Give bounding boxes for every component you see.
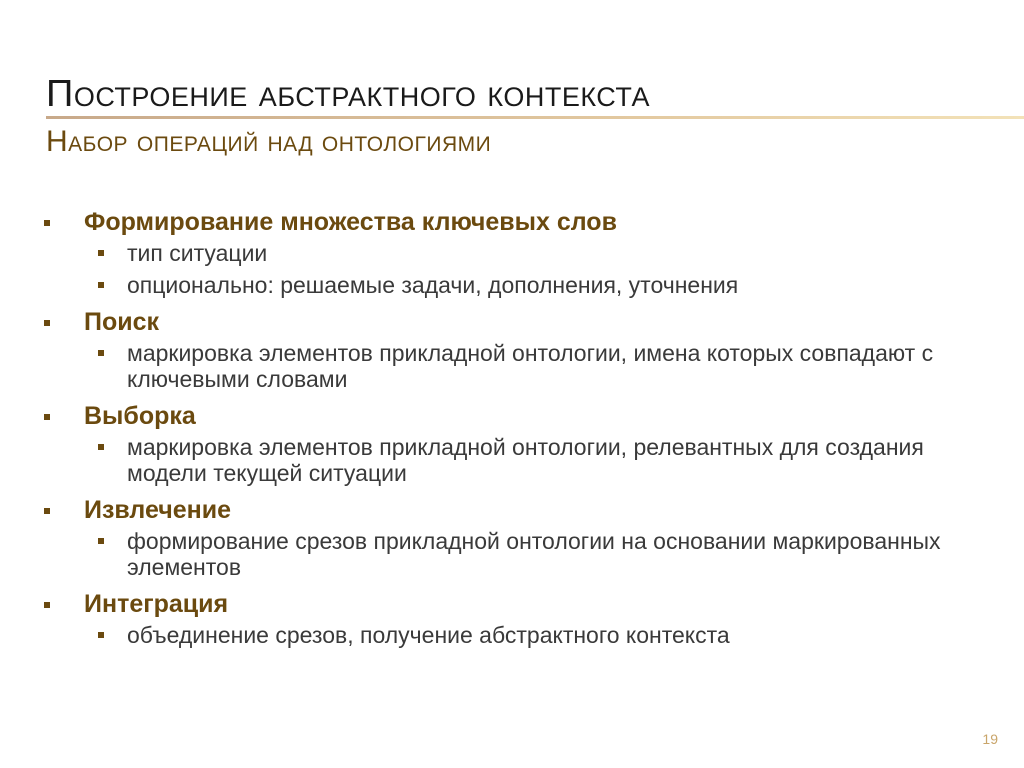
square-bullet-icon bbox=[44, 414, 50, 420]
square-bullet-icon bbox=[98, 250, 104, 256]
sub-bullet-text: опционально: решаемые задачи, дополнения, уточнения bbox=[127, 272, 739, 298]
sub-bullet-text: маркировка элементов прикладной онтологии, имена которых совпадают с ключевыми словами bbox=[127, 340, 934, 392]
bullet-item bbox=[42, 204, 992, 240]
bullet-label: Выборка bbox=[84, 402, 196, 430]
square-bullet-icon bbox=[44, 508, 50, 514]
square-bullet-icon bbox=[44, 320, 50, 326]
square-bullet-icon bbox=[98, 632, 104, 638]
slide-subtitle: Набор операций над онтологиями bbox=[46, 125, 492, 158]
page-number: 19 bbox=[982, 731, 998, 747]
sub-bullet-text: маркировка элементов прикладной онтологии, релевантных для создания модели текущей ситуации bbox=[127, 434, 924, 486]
sub-bullet-item bbox=[42, 622, 992, 648]
sub-bullet-item bbox=[42, 340, 992, 392]
sub-bullet-item bbox=[42, 528, 992, 580]
square-bullet-icon bbox=[98, 538, 104, 544]
sub-bullet-item bbox=[42, 272, 992, 298]
sub-bullet-text: объединение срезов, получение абстрактного контекста bbox=[127, 622, 730, 648]
bullet-item bbox=[42, 586, 992, 622]
bullet-label: Поиск bbox=[84, 308, 160, 336]
bullet-item bbox=[42, 304, 992, 340]
bullet-item bbox=[42, 492, 992, 528]
square-bullet-icon bbox=[44, 602, 50, 608]
slide-title: Построение абстрактного контекста bbox=[46, 73, 650, 115]
bullet-label: Извлечение bbox=[84, 496, 232, 524]
square-bullet-icon bbox=[98, 282, 104, 288]
square-bullet-icon bbox=[98, 444, 104, 450]
square-bullet-icon bbox=[98, 350, 104, 356]
bullet-label: Формирование множества ключевых слов bbox=[84, 208, 617, 236]
square-bullet-icon bbox=[44, 220, 50, 226]
sub-bullet-item bbox=[42, 240, 992, 266]
bullet-label: Интеграция bbox=[84, 590, 229, 618]
bullet-list bbox=[42, 204, 992, 654]
sub-bullet-item bbox=[42, 434, 992, 486]
sub-bullet-text: формирование срезов прикладной онтологии на основании маркированных элементов bbox=[127, 528, 941, 580]
sub-bullet-text: тип ситуации bbox=[127, 240, 268, 266]
bullet-item bbox=[42, 398, 992, 434]
title-divider bbox=[46, 116, 1024, 119]
